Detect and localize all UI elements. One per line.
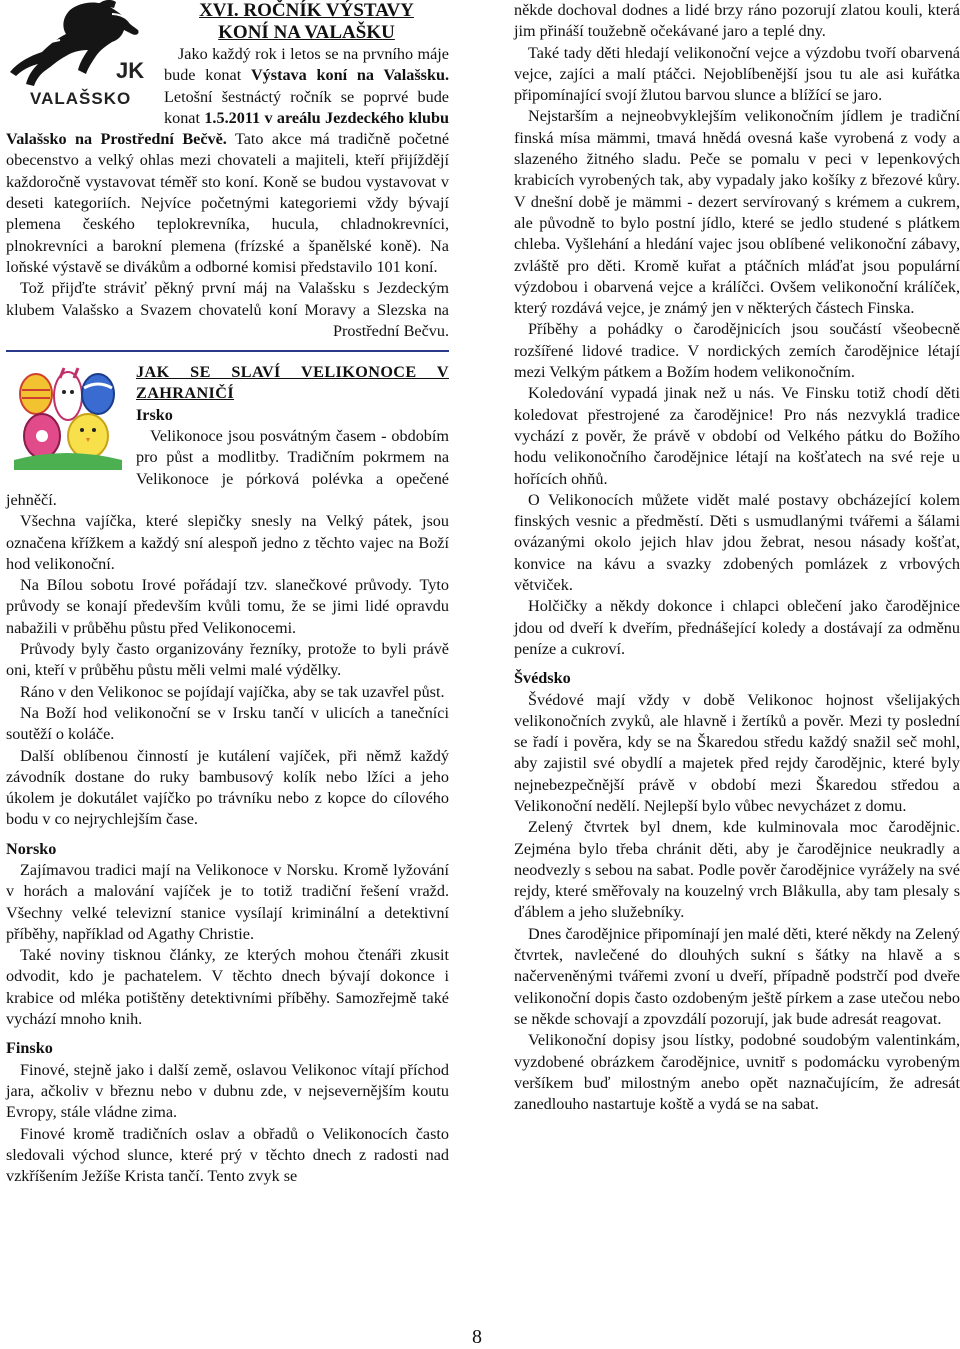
irsko-paragraph-4: Průvody byly často organizovány řezníky, protože to byli právě oni, kteří v průběhu půstu měli velmi malé výdělky.: [6, 640, 449, 680]
left-column: [6, 0, 449, 1187]
svedsko-paragraph-1: Švédové mají vždy v době Velikonoc hojnost všelijakých velikonočních zvyků, ale hlavně i žertíků a pověr. Mezi ty poslední se řadí i pověra, kdy se na Škaredou středu každý snažil seč mohl, aby zajistil své obydlí a majetek před rejdy čarodějnic, které byly nejnebezpečnější právě v období mezi Škaredou středou a Velikonoční nedělí. Nejlepší bylo vůbec nevycházet z domu.: [514, 690, 960, 815]
article2-title: JAK SE SLAVÍ VELIKONOCE V ZAHRANIČÍ: [136, 363, 449, 403]
heading-norsko: Norsko: [6, 839, 57, 858]
easter-eggs-icon: [6, 366, 130, 476]
heading-svedsko: Švédsko: [514, 669, 571, 688]
finsko-paragraph-9: Holčičky a někdy dokonce i chlapci oblečení jako čarodějnice jdou od dveří k dveřím, přednášející koledy a dostávají za odměnu peníze a cukroví.: [514, 597, 960, 658]
irsko-paragraph-1: Velikonoce jsou posvátným časem - obdobím pro půst a modlitby. Tradičním pokrmem na Velikonoce je pórková polévka a opečené jehněčí.: [6, 427, 449, 509]
heading-finsko: Finsko: [6, 1039, 53, 1058]
right-column: [514, 0, 960, 1115]
svedsko-paragraph-2: Zelený čtvrtek byl dnem, kde kulminovala moc čarodějnic. Zejména bylo třeba chránit děti, aby je čarodějnice neukradly a neodvezly s sebou na sabat. Podle pověr čarodějnice vyrážely na své rejdy, které směřovaly na kouzelný vrch Blåkulla, aby tam plesaly s ďáblem a jeho služebníky.: [514, 818, 960, 922]
finsko-paragraph-1: Finové, stejně jako i další země, oslavou Velikonoc vítají příchod jara, ačkoliv v březnu nebo v dubnu zde, v nejsevernějším koutu Evropy, stále vládne zima.: [6, 1060, 449, 1122]
finsko-paragraph-5: Nejstarším a nejneobvyklejším velikonočním jídlem je tradiční finská mísa mämmi, tmavá hnědá ovesná kaše vyrobená z vody a slazeného žitného sladu. Peče se pomalu v peci v lepenkových krabicích vyrobených tak, aby vypadaly jako košíky z březové kůry. V dnešní době je mämmi - dezert servírovaný s krémem a cukrem, ale původně to bylo postní jídlo, které se jedlo studené s plátkem chleba. Vyšlehání a hledání vajec jsou oblíbené velikonoční zábavy, zvláště pro děti. Kromě kuřat a ptáčních mláďat jsou populární výzdobou i obarvená vejce a králíčci. Ovšem velikonoční králíček, který rozdává vejce, je známý jen v některých částech Finska.: [514, 107, 960, 318]
article1-paragraph-1: Jako každý rok i letos se na prvního máje bude konat Výstava koní na Valašsku. Letošní šestnáctý ročník se poprvé bude konat 1.5.2011 v areálu Jezdeckého klubu Valašsko na Prostřední Bečvě. Tato akce má tradičně početné obecenstvo a velký ohlas mezi chovateli a majiteli, kteří přijíždějí každoročně vystavovat téměř sto koní. Koně se budou vystavovat v deseti kategoriích. Nejvíce početnými kategoriemi vždy bývají plemena českého teplokrevníka, hucula, chladnokrevníci, plnokrevníci a barokní plemena (frízské a španělské koně). Na loňské výstavě se divákům a odborné komisi představilo 101 koní.: [6, 45, 450, 276]
finsko-paragraph-7: Koledování vypadá jinak než u nás. Ve Finsku totiž chodí děti koledovat přestrojené za čarodějnice! Pro nás nezvyklá tradice vychází z pověr, že právě v období od Velkého pátku do Božího hodu velikonočního čarodějnice létají na košťatech na své reje u hořících ohňů.: [514, 384, 960, 488]
article1-paragraph-2: Tož přijďte stráviť pěkný první máj na Valašsku s Jezdeckým klubem Valašsko a Svazem chovatelů koní Moravy a Slezska na Prostřední Bečvu.: [6, 279, 449, 340]
irsko-paragraph-5: Ráno v den Velikonoc se pojídají vajíčka, aby se tak uzavřel půst.: [20, 682, 445, 701]
headline-line-1: XVI. ROČNÍK VÝSTAVY: [199, 0, 414, 21]
heading-irsko: Irsko: [136, 405, 173, 424]
logo-valassko-text: VALAŠSKO: [30, 89, 132, 108]
club-logo: [0, 0, 158, 108]
section-divider: [6, 350, 449, 352]
norsko-paragraph-2: Také noviny tisknou články, ze kterých mohou čtenáři zkusit odvodit, kdo je pachatelem. V těchto dnech bývají dokonce i krabice od mléka potištěny detektivními příběhy. Samozřejmě také vychází mnoho knih.: [6, 946, 449, 1029]
finsko-paragraph-8: O Velikonocích můžete vidět malé postavy obcházející kolem finských vesnic a předměstí. Děti s usmudlanými tvářemi a šálami ovázanými okolo jejich hlav jdou žebrat, nesou násady košťat, konvice na kávu a svazky zdobených pomlázek z vrbových větviček.: [514, 490, 960, 595]
finsko-paragraph-6: Příběhy a pohádky o čarodějnicích jsou součástí všeobecně rozšířené lidové tradice. V nordických zemích čarodějnice létají mezi Velkým pátkem a Božím hodem velikonočním.: [514, 320, 960, 382]
irsko-paragraph-2: Všechna vajíčka, které slepičky snesly na Velký pátek, jsou označena křížkem a každý sní alespoň jedno z těchto vajec na Boží hod velikonoční.: [6, 512, 449, 573]
logo-jk-text: JK: [116, 58, 145, 83]
finsko-paragraph-3: někde dochoval dodnes a lidé brzy ráno pozorují zlatou kouli, která jim přináší toužebně očekávané jaro a teplé dny.: [514, 1, 960, 41]
finsko-paragraph-2: Finové kromě tradičních oslav a obřadů o Velikonocích často sledovali východ slunce, které prý v těchto dnech z radosti nad vzkříšením Ježíše Krista tančí. Tento zvyk se: [6, 1124, 449, 1186]
page-number: 8: [472, 1326, 482, 1348]
svedsko-paragraph-3: Dnes čarodějnice připomínají jen malé děti, které někdy na Zelený čtvrtek, navlečené do dlouhých sukní s šátky na hlavě a s načerveněnými tvářemi zvoní u dveří, případně podstrčí pod dveře velikonoční dopis často ozdobeným ještě pírkem a zase utečou nebo se někde schovají a zpovzdálí pozorují, jak bude adresát reagovat.: [514, 924, 960, 1028]
easter-illustration: [6, 366, 130, 476]
finsko-paragraph-4: Také tady děti hledají velikonoční vejce a výzdobu tvoří obarvená vejce, zajíci a malí ptáčci. Nejoblíbenější jsou tu ale asi kuřátka připomínající svojí žlutou barvou slunce a blížící se jaro.: [514, 43, 960, 105]
irsko-paragraph-7: Další oblíbenou činností je kutálení vajíček, při němž každý závodník dostane do ruky bambusový kolík nebo lžíci a jeho úkolem je dokutálet vajíčko po trávníku nebo z kopce do cílového bodu v co nejrychlejším čase.: [6, 746, 449, 829]
irsko-paragraph-3: Na Bílou sobotu Irové pořádají tzv. slanečkové průvody. Tyto průvody se konají především kvůli tomu, že se jimi lidé opravdu nabažili v průběhu půstu před Velikonocemi.: [6, 576, 449, 637]
svedsko-paragraph-4: Velikonoční dopisy jsou lístky, podobné soudobým valentinkám, vyzdobené obrázkem čarodějnice, uvnitř s podomácku vyrobeným veršíkem buď milostným anebo opět naznačujícím, že adresát zanedlouho nastartuje koště a vydá se na sabat.: [514, 1031, 960, 1114]
irsko-paragraph-6: Na Boží hod velikonoční se v Irsku tančí v ulicích a tanečníci soutěží o koláče.: [6, 703, 449, 744]
headline-line-2: KONÍ NA VALAŠKU: [218, 22, 395, 43]
norsko-paragraph-1: Zajímavou tradici mají na Velikonoce v Norsku. Kromě lyžování v horách a malování vajíček je to totiž tradiční řešení vražd. Všechny velké televizní stanice vysílají kriminální a detektivní příběhy, například od Agathy Christie.: [6, 860, 449, 943]
